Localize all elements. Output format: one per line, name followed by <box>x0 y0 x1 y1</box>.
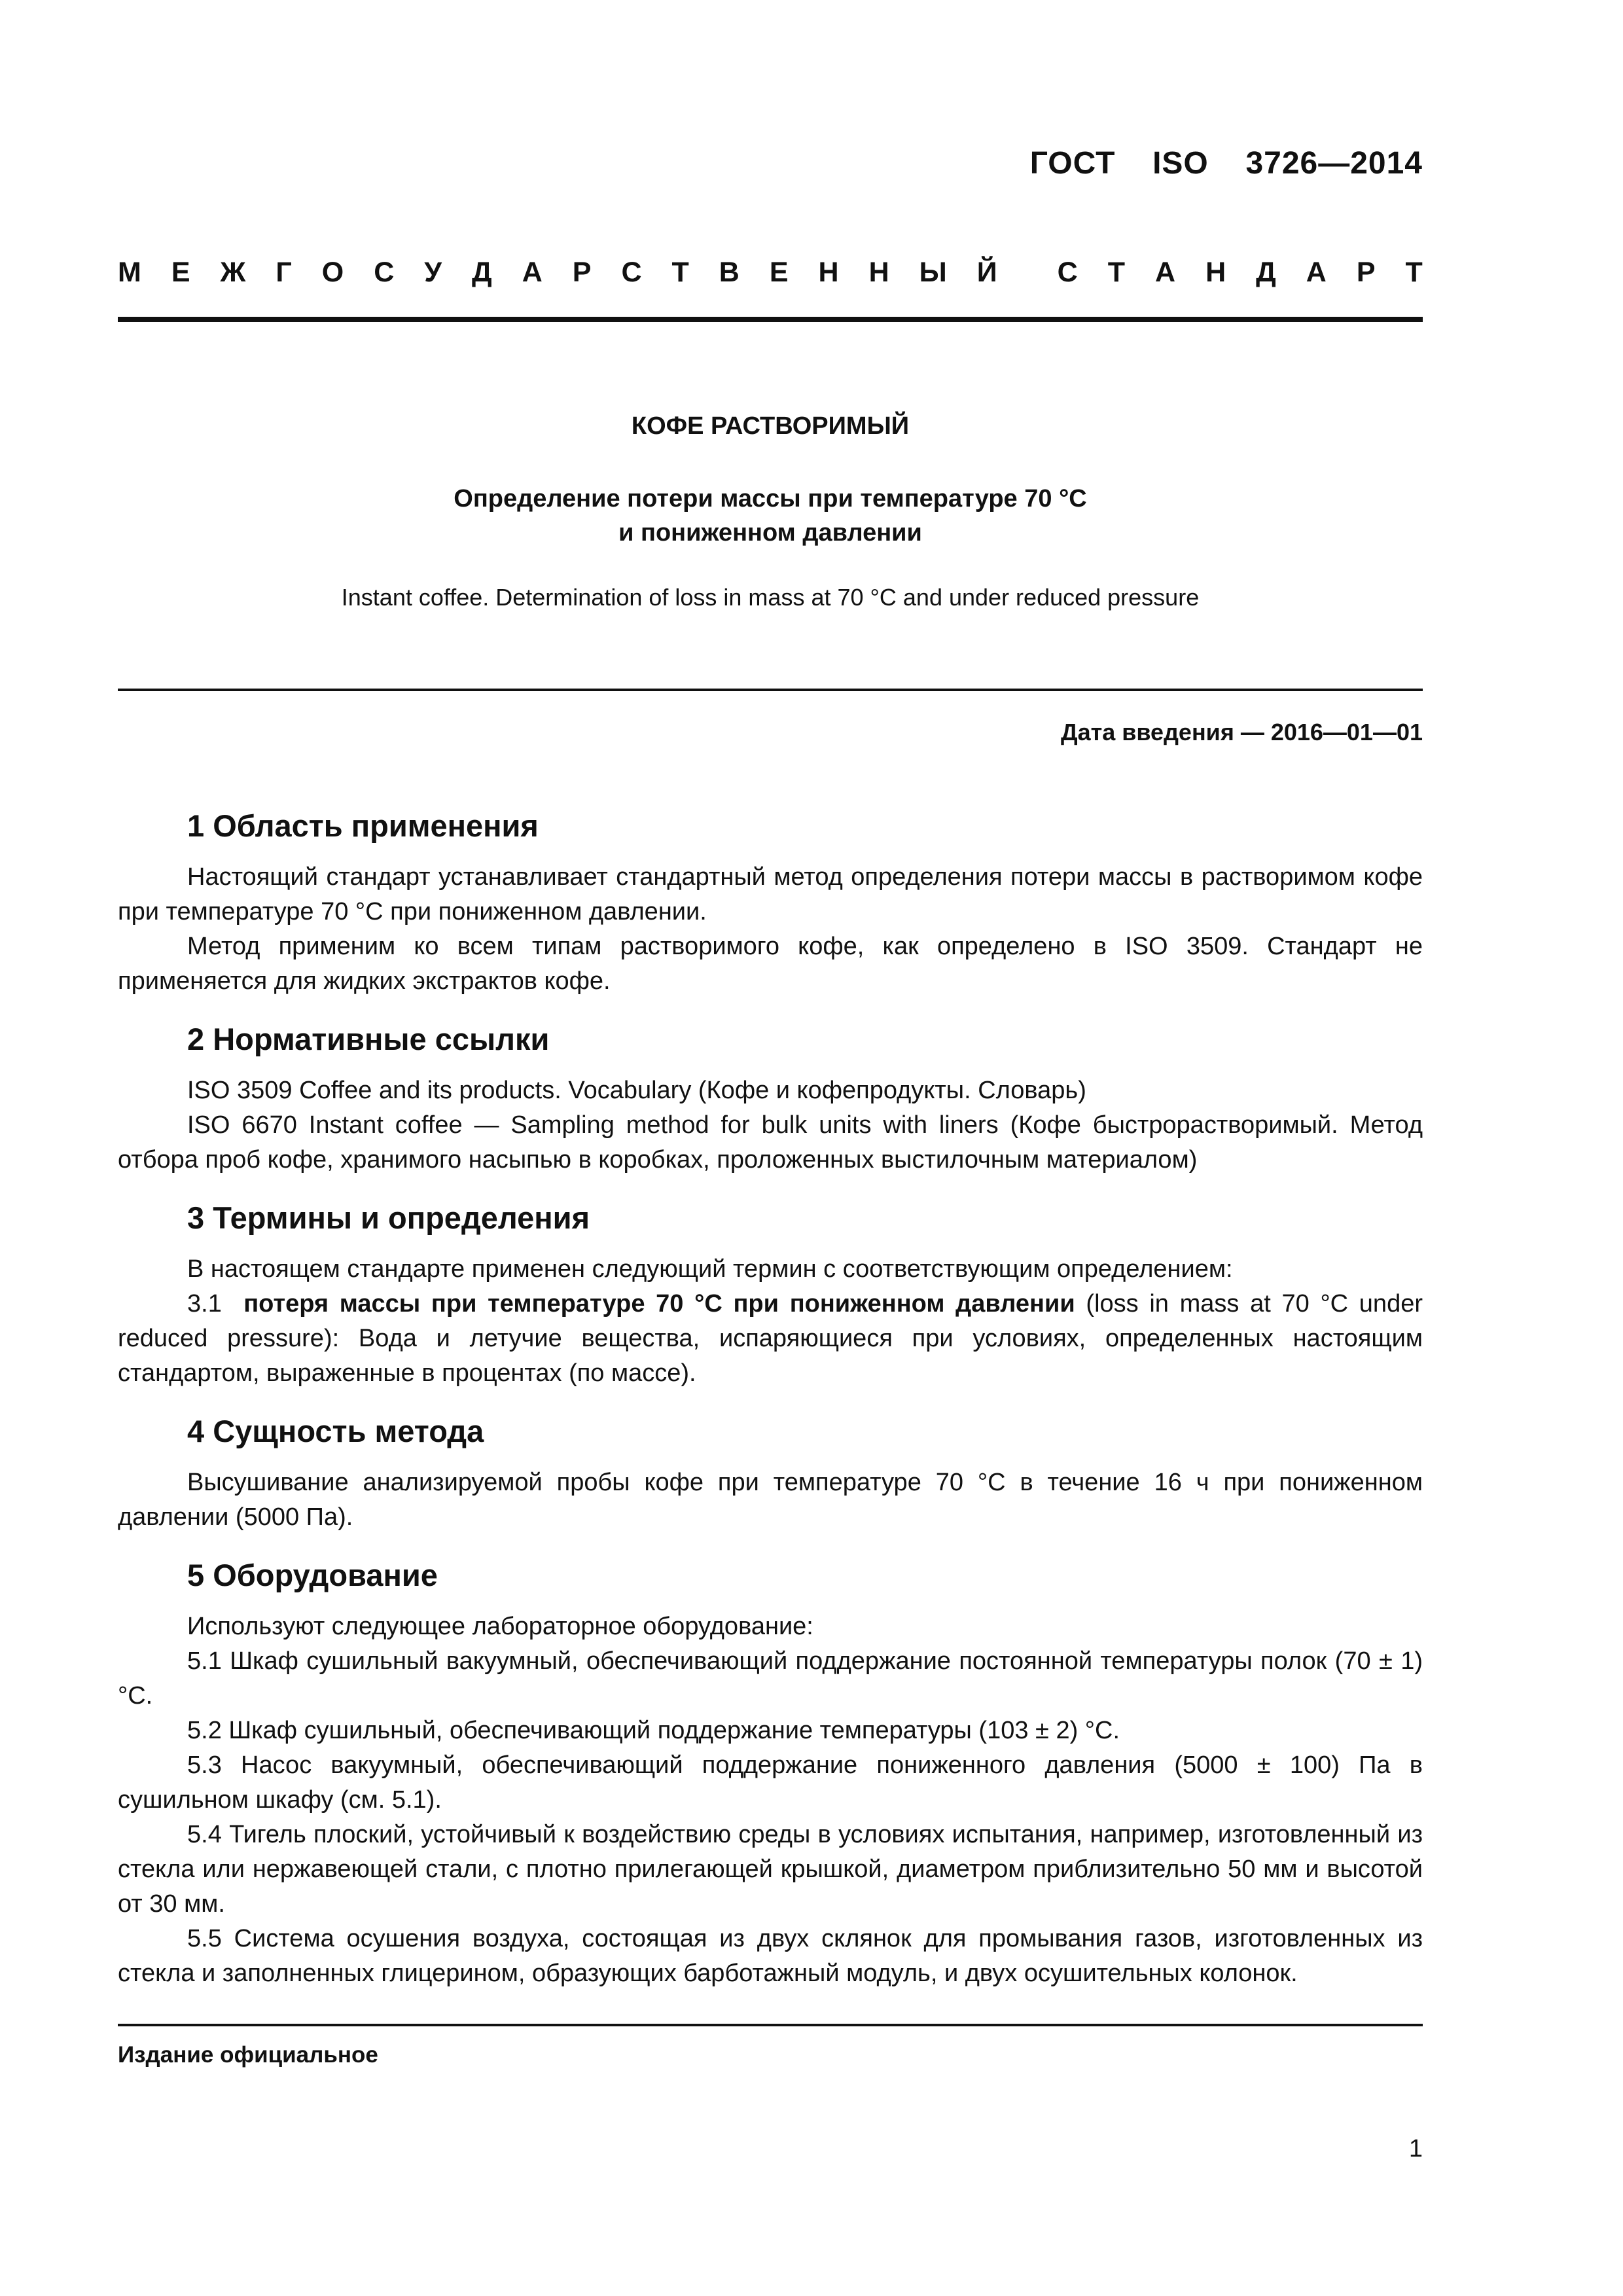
equipment-item: 5.4 Тигель плоский, устойчивый к воздействию среды в условиях испытания, например, изготовленный из стекла или нержавеющей стали, с плотно прилегающей крышкой, диаметром приблизительно 50 мм и высотой от 30 мм. <box>118 1821 1423 1918</box>
paragraph: В настоящем стандарте применен следующий термин с соответствующим определением: <box>187 1255 1233 1283</box>
standard-type-letter: Н <box>818 257 839 288</box>
paragraph: Настоящий стандарт устанавливает стандартный метод определения потери массы в растворимом кофе при температуре 70 °С при пониженном давлении. <box>118 863 1423 925</box>
section-heading: 5 Оборудование <box>187 1558 438 1592</box>
standard-type-letter: М <box>118 257 141 288</box>
standard-type-letter: Ы <box>919 257 947 288</box>
standard-type-letter: С <box>621 257 642 288</box>
introduction-date: Дата введения — 2016—01—01 <box>1060 719 1423 745</box>
document-code: ГОСТ ISO 3726—2014 <box>1029 146 1423 181</box>
english-title: Instant coffee. Determination of loss in mass at 70 °C and under reduced pressure <box>341 584 1200 611</box>
standard-type-letter: А <box>1155 257 1176 288</box>
official-edition-label: Издание официальное <box>118 2042 378 2068</box>
footer-divider <box>118 2024 1423 2026</box>
standard-type-letter: Н <box>1205 257 1226 288</box>
standard-type-letter: С <box>1057 257 1078 288</box>
standard-type-letter: Й <box>976 257 997 288</box>
section-normative-references <box>118 1020 1423 1177</box>
equipment-item: 5.2 Шкаф сушильный, обеспечивающий поддержание температуры (103 ± 2) °С. <box>187 1717 1120 1744</box>
section-heading: 1 Область применения <box>187 808 539 843</box>
subtitle-line-1: Определение потери массы при температуре 70 °С <box>454 485 1087 512</box>
section-scope <box>118 806 1423 999</box>
section-equipment <box>118 1556 1423 1991</box>
equipment-item: 5.1 Шкаф сушильный вакуумный, обеспечивающий поддержание постоянной температуры полок (70 ± 1) °С. <box>118 1647 1423 1710</box>
standard-type-heading <box>118 257 1423 289</box>
standard-type-letter: А <box>522 257 543 288</box>
document-subtitle <box>118 482 1423 550</box>
section-heading: 3 Термины и определения <box>187 1200 590 1235</box>
standard-type-letter: В <box>719 257 740 288</box>
standard-type-letter: Т <box>1107 257 1126 288</box>
document-title: КОФЕ РАСТВОРИМЫЙ <box>631 412 910 440</box>
paragraph: Используют следующее лабораторное оборудование: <box>187 1613 813 1640</box>
standard-type-letter: О <box>321 257 344 288</box>
reference-item: ISO 6670 Instant coffee — Sampling method for bulk units with liners (Кофе быстрорастворимый. Метод отбора проб кофе, хранимого насыпью в коробках, проложенных выстилочным материалом) <box>118 1111 1423 1174</box>
standard-type-letter: Е <box>171 257 190 288</box>
standard-type-letter: Р <box>572 257 592 288</box>
standard-type-letter: У <box>424 257 442 288</box>
equipment-item: 5.5 Система осушения воздуха, состоящая из двух склянок для промывания газов, изготовленных из стекла и заполненных глицерином, образующих барботажный модуль, и двух осушительных колонок. <box>118 1925 1423 1987</box>
term-definition <box>118 1287 1423 1391</box>
standard-type-letter: Т <box>1405 257 1423 288</box>
section-heading: 2 Нормативные ссылки <box>187 1022 550 1056</box>
equipment-item: 5.3 Насос вакуумный, обеспечивающий поддержание пониженного давления (5000 ± 100) Па в сушильном шкафу (см. 5.1). <box>118 1751 1423 1814</box>
document-body <box>118 806 1423 1991</box>
standard-type-letter: Н <box>868 257 889 288</box>
section-heading: 4 Сущность метода <box>187 1414 484 1448</box>
section-method-principle <box>118 1412 1423 1535</box>
standard-type-letter: Е <box>769 257 789 288</box>
paragraph: Высушивание анализируемой пробы кофе при температуре 70 °С в течение 16 ч при пониженном давлении (5000 Па). <box>118 1469 1423 1531</box>
standard-type-letter: Г <box>276 257 292 288</box>
standard-type-letter: Д <box>1256 257 1276 288</box>
standard-type-letter: Р <box>1356 257 1376 288</box>
page-number: 1 <box>1408 2135 1423 2162</box>
reference-item: ISO 3509 Coffee and its products. Vocabulary (Кофе и кофепродукты. Словарь) <box>187 1077 1086 1104</box>
standard-type-letter: А <box>1306 257 1327 288</box>
title-divider <box>118 689 1423 691</box>
standard-type-letter: Ж <box>220 257 246 288</box>
paragraph: Метод применим ко всем типам растворимого кофе, как определено в ISO 3509. Стандарт не применяется для жидких экстрактов кофе. <box>118 933 1423 995</box>
section-terms <box>118 1198 1423 1391</box>
standard-type-letter: Д <box>472 257 492 288</box>
subtitle-line-2: и пониженном давлении <box>618 519 922 547</box>
term-number: 3.1 <box>187 1290 222 1318</box>
term-name: потеря массы при температуре 70 °С при пониженном давлении <box>243 1290 1075 1318</box>
standard-type-letter: С <box>374 257 395 288</box>
standard-type-letter: Т <box>671 257 689 288</box>
header-divider <box>118 317 1423 322</box>
term-definition-text: (loss in mass at 70 °C under reduced pressure): Вода и летучие вещества, испаряющиеся при условиях, определенных настоящим стандартом, выраженные в процентах (по массе). <box>118 1290 1423 1387</box>
